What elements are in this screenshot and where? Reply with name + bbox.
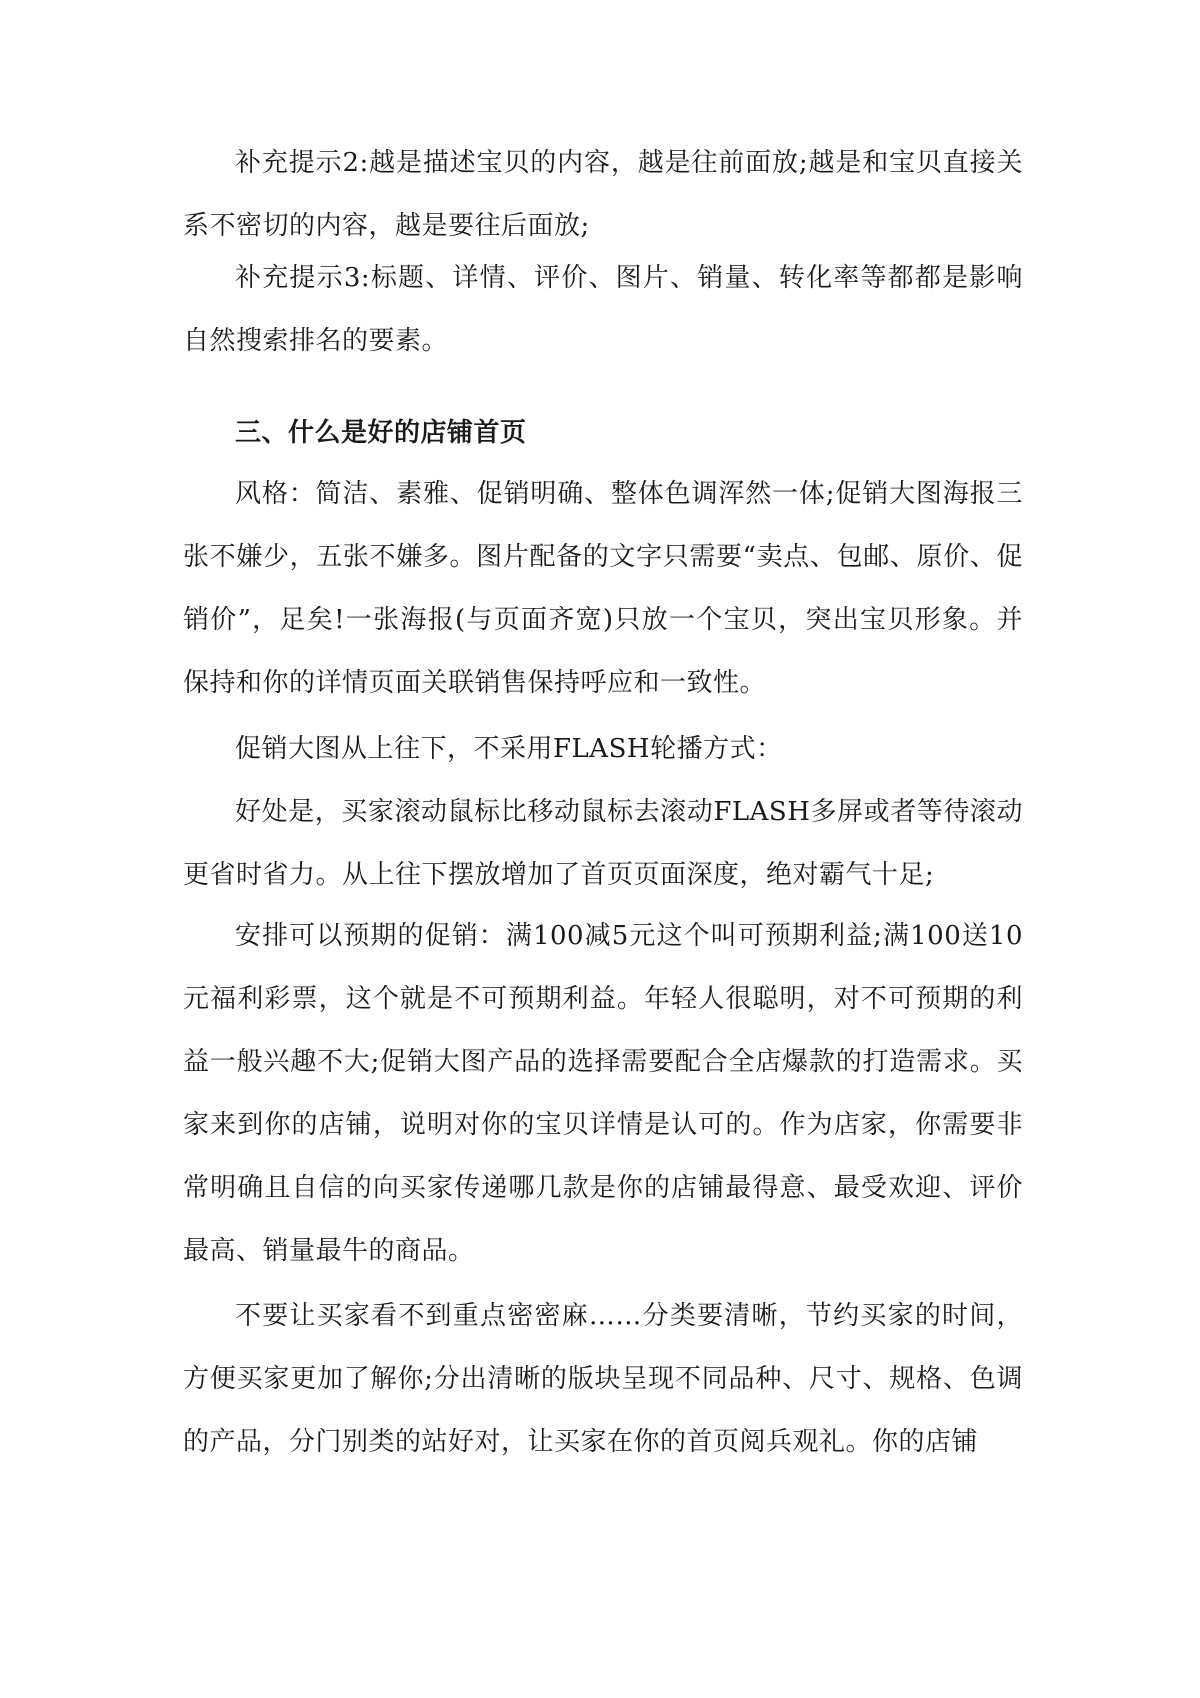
paragraph-expected-promo: 安排可以预期的促销：满100减5元这个叫可预期利益;满100送10元福利彩票，这个就是不可预期利益。年轻人很聪明，对不可预期的利益一般兴趣不大;促销大图产品的选择需要配合全店爆款的打造需求。买家来到你的店铺，说明对你的宝贝详情是认可的。作为店家，你需要非常明确且自信的向买家传递哪几款是你的店铺最得意、最受欢迎、评价最高、销量最牛的商品。 (183, 921, 1023, 1266)
paragraph-categories: 不要让买家看不到重点密密麻……分类要清晰，节约买家的时间，方便买家更加了解你;分出清晰的版块呈现不同品种、尺寸、规格、色调的产品，分门别类的站好对，让买家在你的首页阅兵观礼。你的店铺 (183, 1301, 1023, 1457)
paragraph-promo-banner: 促销大图从上往下，不采用FLASH轮播方式： (235, 734, 783, 764)
paragraph-tip-2: 补充提示2:越是描述宝贝的内容，越是往前面放;越是和宝贝直接关系不密切的内容，越是要往后面放; (183, 148, 1023, 241)
paragraph-tip-3: 补充提示3:标题、详情、评价、图片、销量、转化率等都都是影响自然搜索排名的要素。 (183, 263, 1023, 356)
paragraph-benefit: 好处是，买家滚动鼠标比移动鼠标去滚动FLASH多屏或者等待滚动更省时省力。从上往下摆放增加了首页页面深度，绝对霸气十足; (183, 797, 1023, 890)
paragraph-style: 风格：简洁、素雅、促销明确、整体色调浑然一体;促销大图海报三张不嫌少，五张不嫌多。图片配备的文字只需要“卖点、包邮、原价、促销价”，足矣!一张海报(与页面齐宽)只放一个宝贝，突出宝贝形象。并保持和你的详情页面关联销售保持呼应和一致性。 (183, 479, 1023, 698)
section-heading: 三、什么是好的店铺首页 (235, 418, 527, 448)
